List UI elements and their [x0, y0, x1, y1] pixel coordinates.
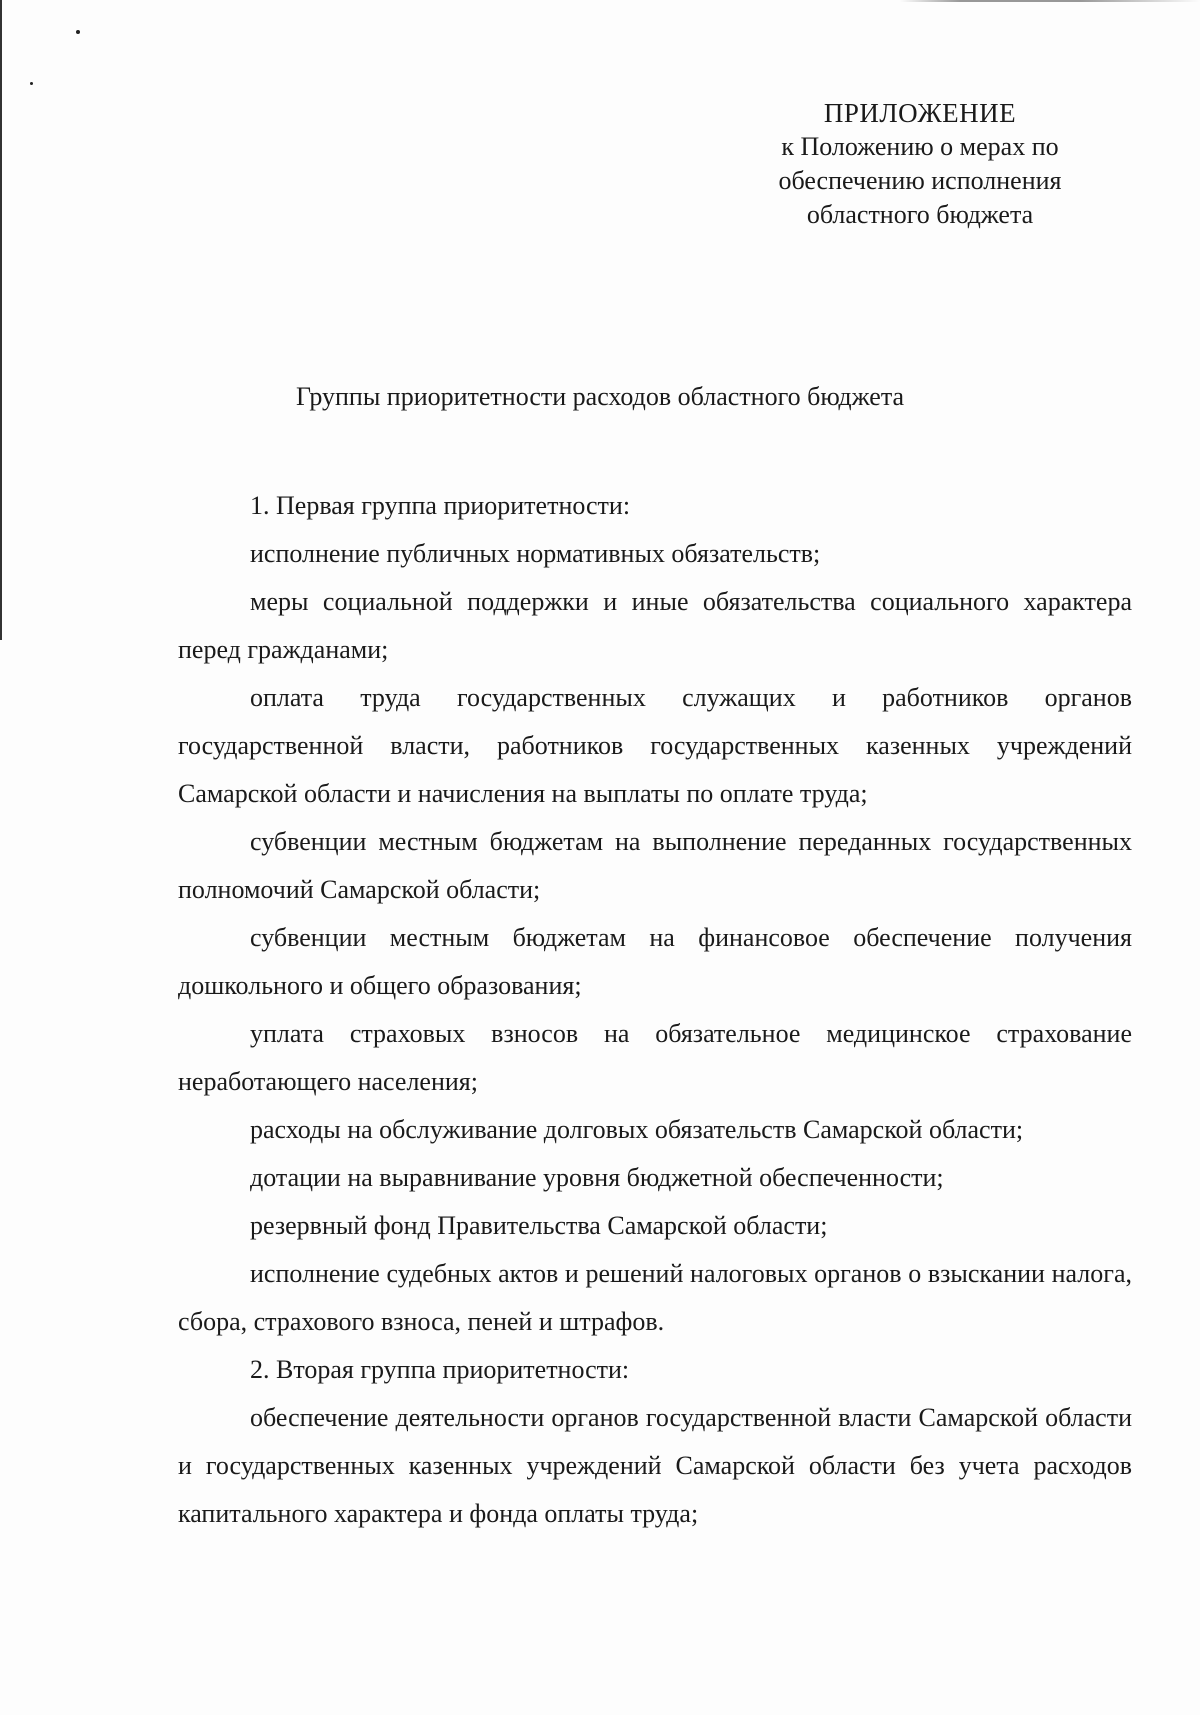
- list-item: обеспечение деятельности органов государственной власти Самарской области и государственных казенных учреждений Самарской области без учета расходов капитального характера и фонда оплаты труда;: [178, 1403, 1132, 1528]
- section-heading: 2. Вторая группа приоритетности:: [250, 1355, 630, 1384]
- appendix-block: [740, 96, 1100, 232]
- document-body: [178, 482, 1132, 1538]
- list-item: уплата страховых взносов на обязательное медицинское страхование неработающего населения;: [178, 1019, 1132, 1096]
- section-heading: 1. Первая группа приоритетности:: [250, 491, 631, 520]
- appendix-heading: ПРИЛОЖЕНИЕ: [823, 98, 1017, 128]
- list-item: субвенции местным бюджетам на выполнение переданных государственных полномочий Самарской области;: [178, 827, 1132, 904]
- list-item: субвенции местным бюджетам на финансовое обеспечение получения дошкольного и общего образования;: [178, 923, 1132, 1000]
- list-item: исполнение судебных актов и решений налоговых органов о взыскании налога, сбора, страхового взноса, пеней и штрафов.: [178, 1259, 1132, 1336]
- list-item: меры социальной поддержки и иные обязательства социального характера перед гражданами;: [178, 587, 1132, 664]
- scan-speck: [76, 30, 80, 34]
- list-item: резервный фонд Правительства Самарской области;: [250, 1211, 828, 1240]
- list-item: оплата труда государственных служащих и работников органов государственной власти, работников государственных казенных учреждений Самарской области и начисления на выплаты по оплате труда;: [178, 683, 1132, 808]
- appendix-line: к Положению о мерах по: [781, 132, 1059, 161]
- list-item: исполнение публичных нормативных обязательств;: [250, 539, 821, 568]
- document-title: Группы приоритетности расходов областного бюджета: [295, 382, 905, 411]
- scan-speck: [30, 82, 33, 85]
- scan-edge-left: [0, 0, 2, 640]
- scan-edge-top: [900, 0, 1200, 2]
- list-item: расходы на обслуживание долговых обязательств Самарской области;: [250, 1115, 1024, 1144]
- list-item: дотации на выравнивание уровня бюджетной обеспеченности;: [250, 1163, 944, 1192]
- appendix-line: областного бюджета: [806, 200, 1034, 229]
- appendix-line: обеспечению исполнения: [778, 166, 1062, 195]
